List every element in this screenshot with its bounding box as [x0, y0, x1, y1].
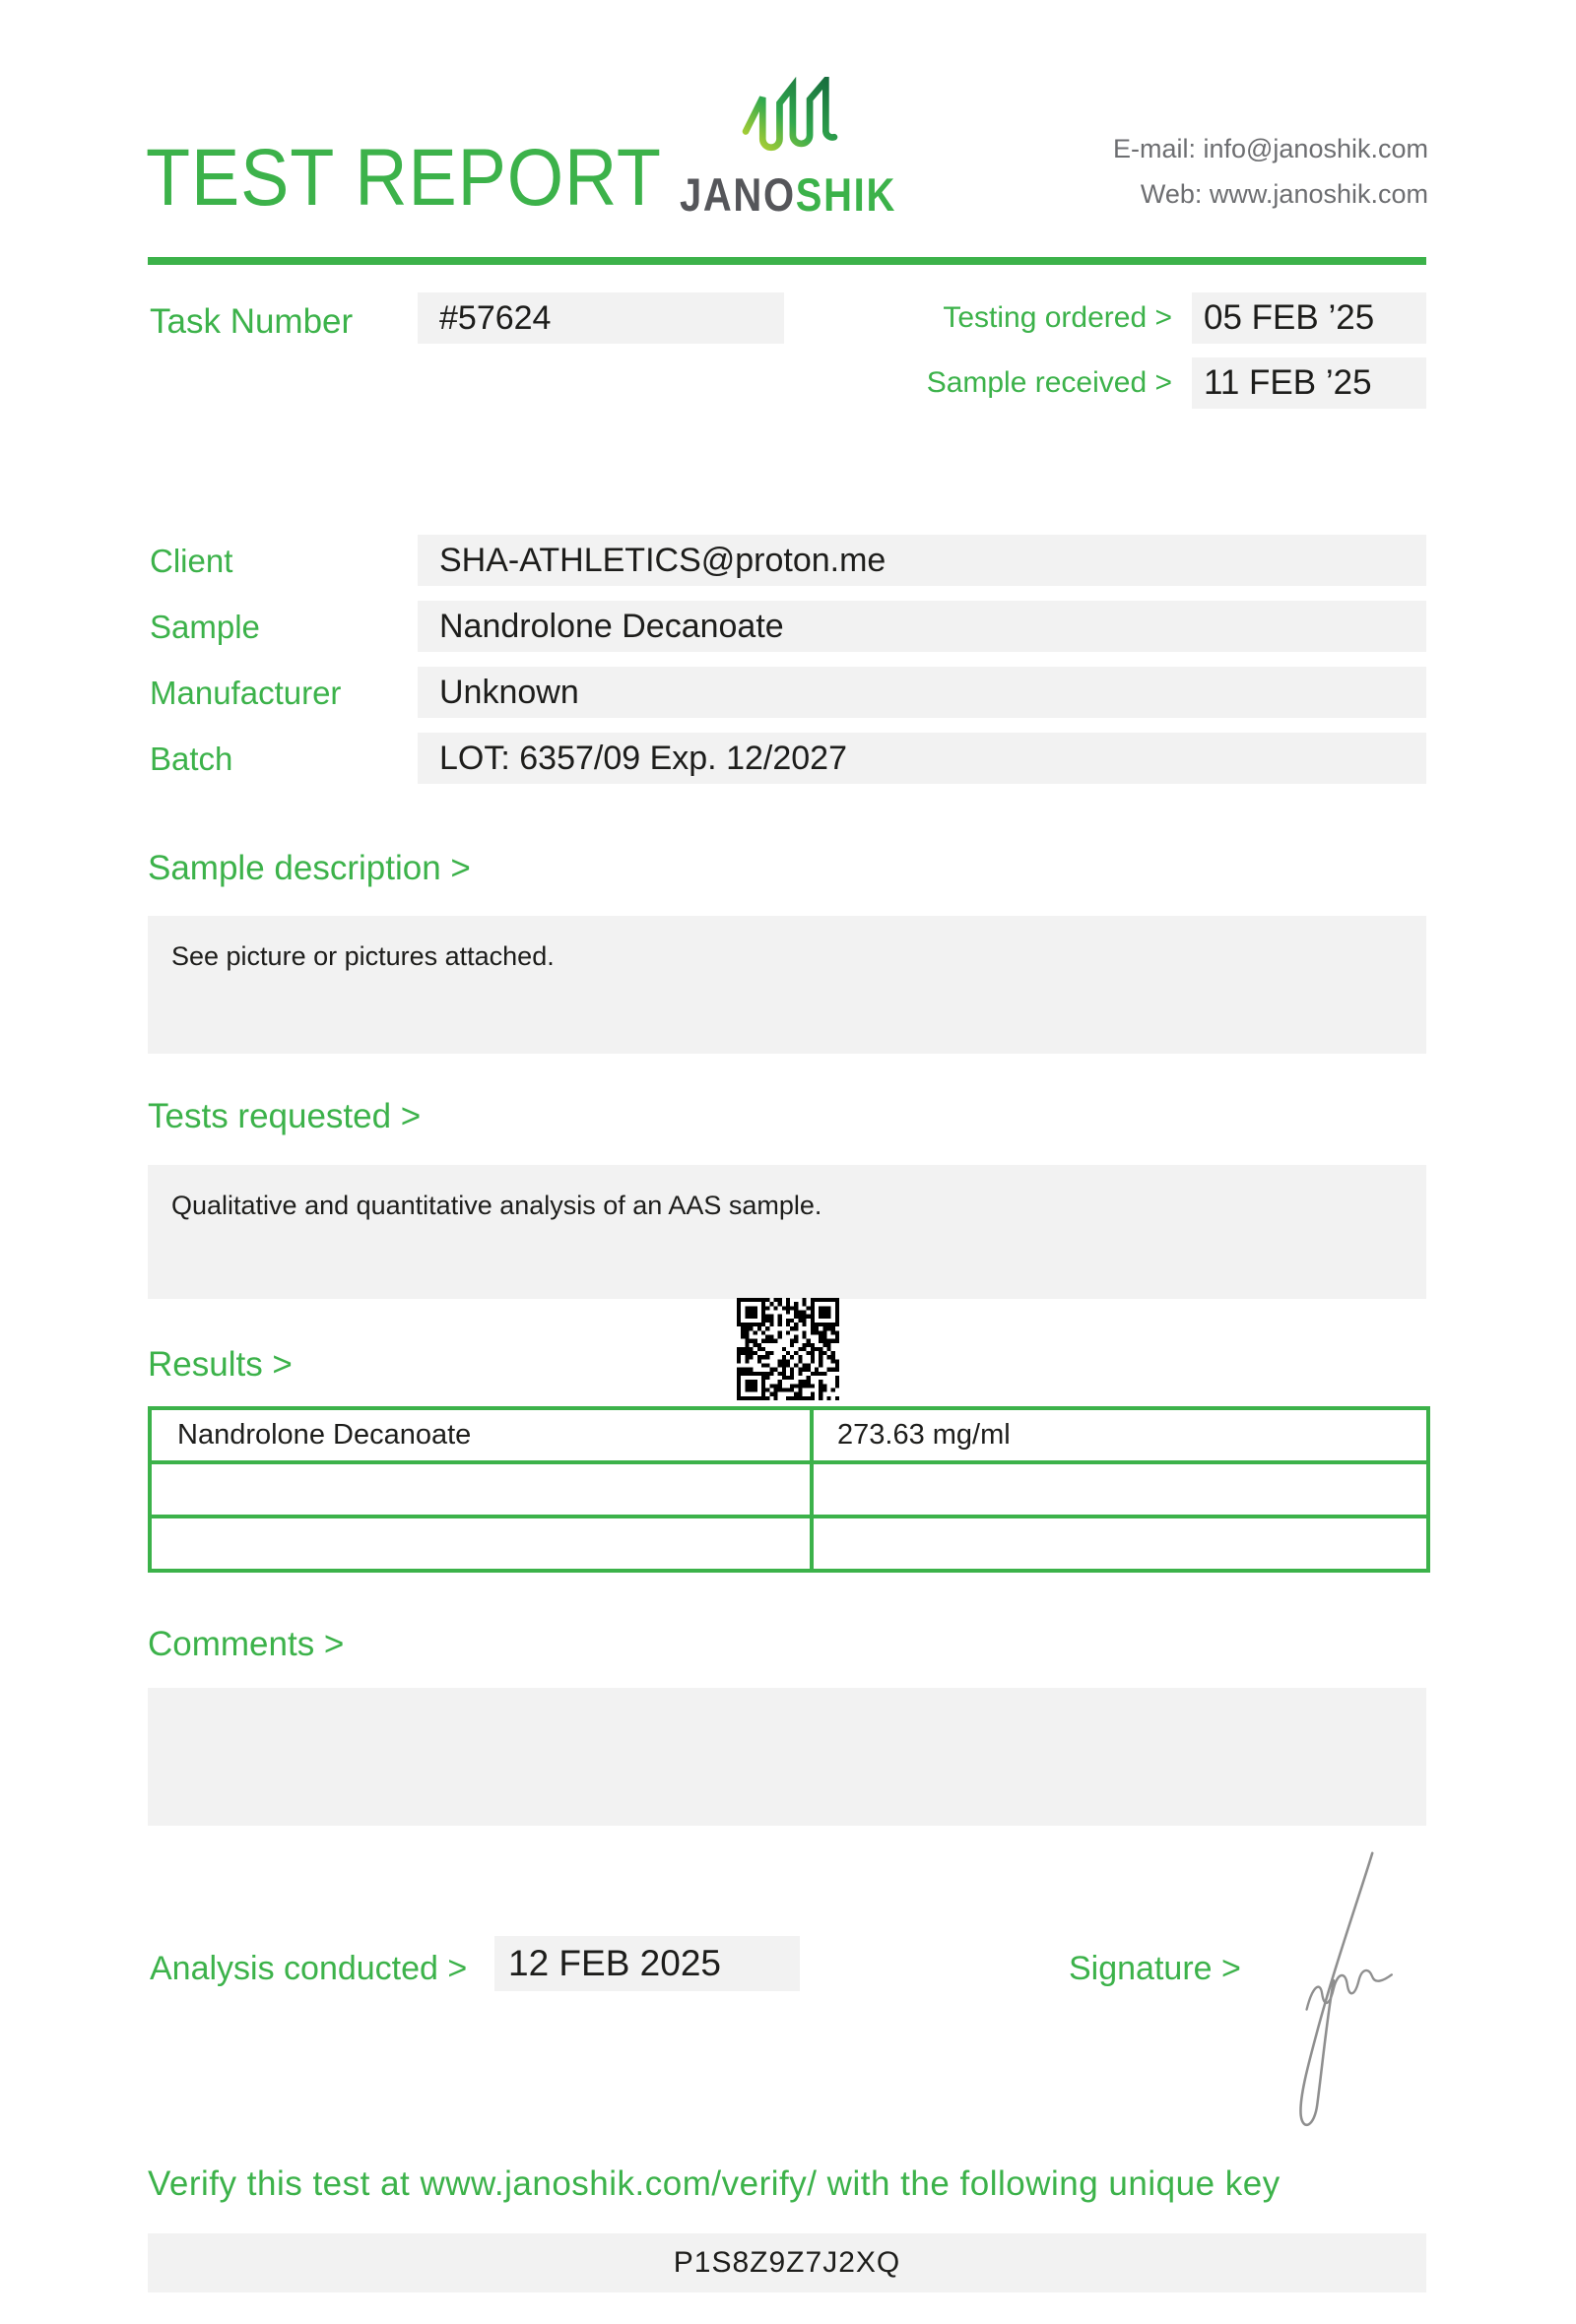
analysis-conducted-label: Analysis conducted >: [150, 1950, 468, 1987]
contact-block: [985, 126, 1428, 217]
manufacturer-value: Unknown: [439, 674, 579, 711]
contact-web: Web: www.janoshik.com: [1140, 179, 1428, 209]
wordmark-primary: JANO: [679, 168, 796, 221]
manufacturer-field: [418, 667, 1426, 718]
contact-email: E-mail: info@janoshik.com: [1112, 134, 1428, 163]
signature-label: Signature >: [1069, 1950, 1241, 1987]
verify-key-value: P1S8Z9Z7J2XQ: [673, 2246, 901, 2279]
header-divider: [148, 257, 1426, 265]
sample-description-box: [148, 916, 1426, 1054]
sample-received-label: Sample received >: [926, 366, 1172, 399]
tests-requested-box: [148, 1165, 1426, 1299]
results-heading: Results >: [148, 1345, 293, 1384]
batch-label: Batch: [150, 741, 233, 777]
verify-key-field: [148, 2233, 1426, 2292]
result-value: [814, 1518, 1426, 1569]
client-field: [418, 535, 1426, 586]
tests-requested-heading: Tests requested >: [148, 1097, 422, 1135]
janoshik-trend-chart-icon: [741, 77, 839, 163]
sample-label: Sample: [150, 609, 260, 645]
analysis-date-field: [494, 1936, 800, 1991]
task-number-value: #57624: [439, 299, 552, 337]
client-label: Client: [150, 543, 233, 579]
sample-description-text: See picture or pictures attached.: [171, 941, 555, 971]
client-value: SHA-ATHLETICS@proton.me: [439, 542, 886, 579]
table-row: [152, 1515, 1426, 1569]
wordmark-accent: SHIK: [795, 168, 897, 221]
page-title: TEST REPORT: [146, 133, 662, 223]
sample-value: Nandrolone Decanoate: [439, 608, 784, 645]
comments-box: [148, 1688, 1426, 1826]
sample-description-heading: Sample description >: [148, 849, 471, 887]
batch-value: LOT: 6357/09 Exp. 12/2027: [439, 740, 847, 777]
qr-code: [737, 1298, 839, 1400]
result-value: 273.63 mg/ml: [837, 1419, 1011, 1451]
result-analyte: [152, 1464, 814, 1515]
manufacturer-label: Manufacturer: [150, 675, 342, 711]
sample-received-field: [1192, 357, 1426, 409]
result-analyte: [152, 1518, 814, 1569]
task-number-label: Task Number: [150, 302, 354, 341]
testing-ordered-label: Testing ordered >: [943, 301, 1172, 334]
signature-image: [1269, 1845, 1401, 2135]
testing-ordered-value: 05 FEB ’25: [1204, 298, 1375, 337]
result-analyte: Nandrolone Decanoate: [152, 1410, 814, 1460]
results-table: [148, 1406, 1430, 1573]
verify-instructions: Verify this test at www.janoshik.com/verify/ with the following unique key: [148, 2164, 1280, 2203]
task-number-field: [418, 292, 784, 344]
sample-received-value: 11 FEB ’25: [1204, 363, 1372, 402]
table-row: [152, 1460, 1426, 1515]
comments-heading: Comments >: [148, 1625, 345, 1663]
analysis-date-value: 12 FEB 2025: [508, 1943, 721, 1983]
sample-field: [418, 601, 1426, 652]
comments-text: [148, 1688, 1426, 1713]
janoshik-wordmark: [663, 167, 914, 222]
batch-field: [418, 733, 1426, 784]
tests-requested-text: Qualitative and quantitative analysis of an AAS sample.: [171, 1191, 822, 1220]
table-row: [152, 1410, 1426, 1460]
testing-ordered-field: [1192, 292, 1426, 344]
result-value: [814, 1464, 1426, 1515]
